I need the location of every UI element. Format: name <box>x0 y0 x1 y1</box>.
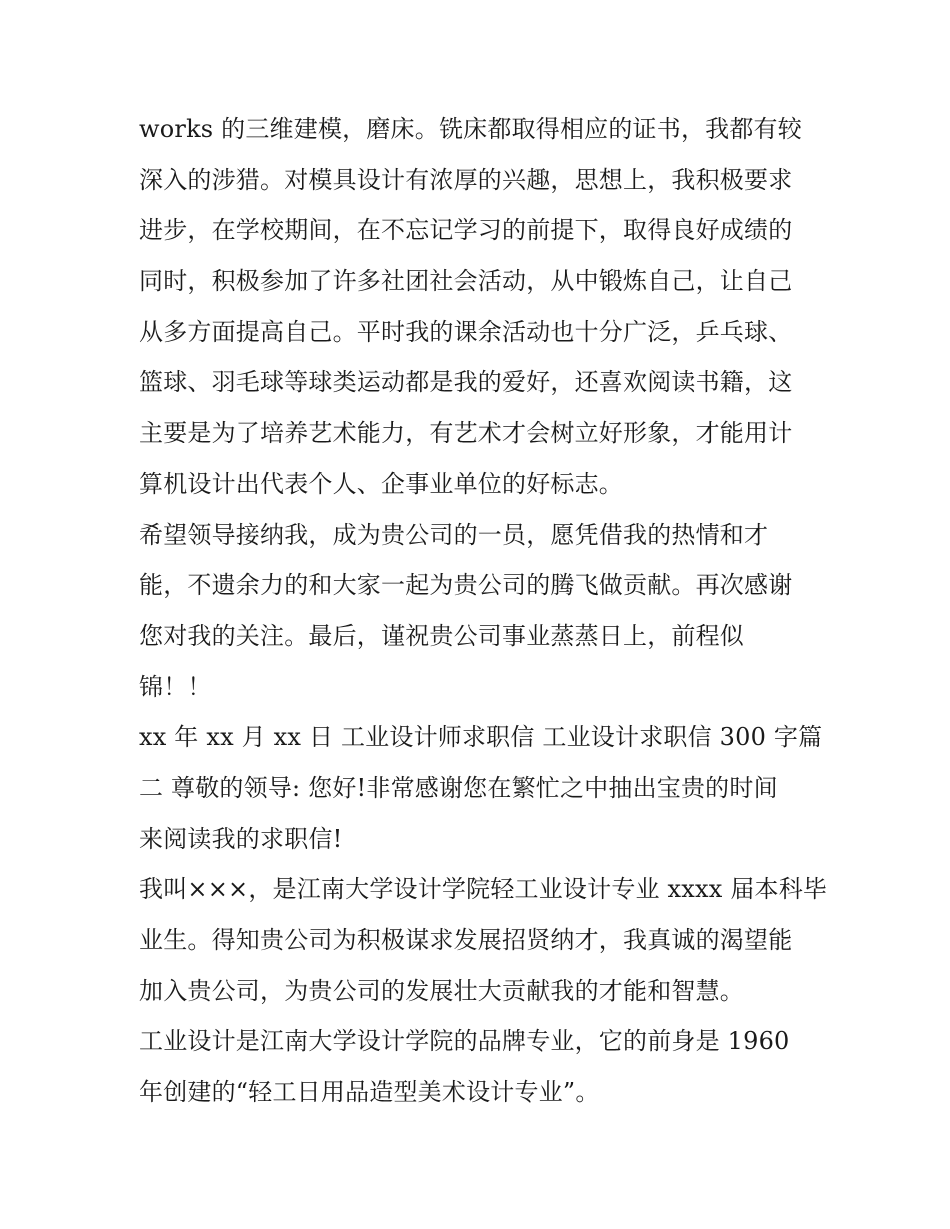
text-line: 从多方面提高自己。平时我的课余活动也十分广泛，乒乓球、 <box>139 317 793 346</box>
text-line: 算机设计出代表个人、企事业单位的好标志。 <box>139 469 623 498</box>
text-line: 进步，在学校期间，在不忘记学习的前提下，取得良好成绩的 <box>139 216 793 245</box>
text-line: 能，不遗余力的和大家一起为贵公司的腾飞做贡献。再次感谢 <box>139 571 793 600</box>
text-line: 我叫×××，是江南大学设计学院轻工业设计专业 xxxx 届本科毕 <box>139 875 828 904</box>
letter-body <box>139 104 829 1118</box>
text-line: 深入的涉猎。对模具设计有浓厚的兴趣，思想上，我积极要求 <box>139 165 793 194</box>
text-line: 锦！！ <box>139 672 212 701</box>
text-line: 工业设计是江南大学设计学院的品牌专业，它的前身是 1960 <box>139 1027 790 1056</box>
text-line: 篮球、羽毛球等球类运动都是我的爱好，还喜欢阅读书籍，这 <box>139 368 793 397</box>
text-line: 您对我的关注。最后，谨祝贵公司事业蒸蒸日上，前程似 <box>139 621 744 650</box>
text-line: 来阅读我的求职信! <box>139 824 343 853</box>
text-line: 加入贵公司，为贵公司的发展壮大贡献我的才能和智慧。 <box>139 976 744 1005</box>
text-line: 同时，积极参加了许多社团社会活动，从中锻炼自己，让自己 <box>139 267 793 296</box>
text-line: xx 年 xx 月 xx 日 工业设计师求职信 工业设计求职信 300 字篇 <box>139 723 823 752</box>
text-line: 年创建的“轻工日用品造型美术设计专业”。 <box>139 1078 600 1107</box>
text-line: works 的三维建模，磨床。铣床都取得相应的证书，我都有较 <box>139 115 802 143</box>
text-line: 二 尊敬的领导: 您好!非常感谢您在繁忙之中抽出宝贵的时间 <box>139 773 778 802</box>
text-line: 主要是为了培养艺术能力，有艺术才会树立好形象，才能用计 <box>139 419 793 448</box>
text-line: 业生。得知贵公司为积极谋求发展招贤纳才，我真诚的渴望能 <box>139 926 793 954</box>
text-line: 希望领导接纳我，成为贵公司的一员，愿凭借我的热情和才 <box>139 520 769 549</box>
